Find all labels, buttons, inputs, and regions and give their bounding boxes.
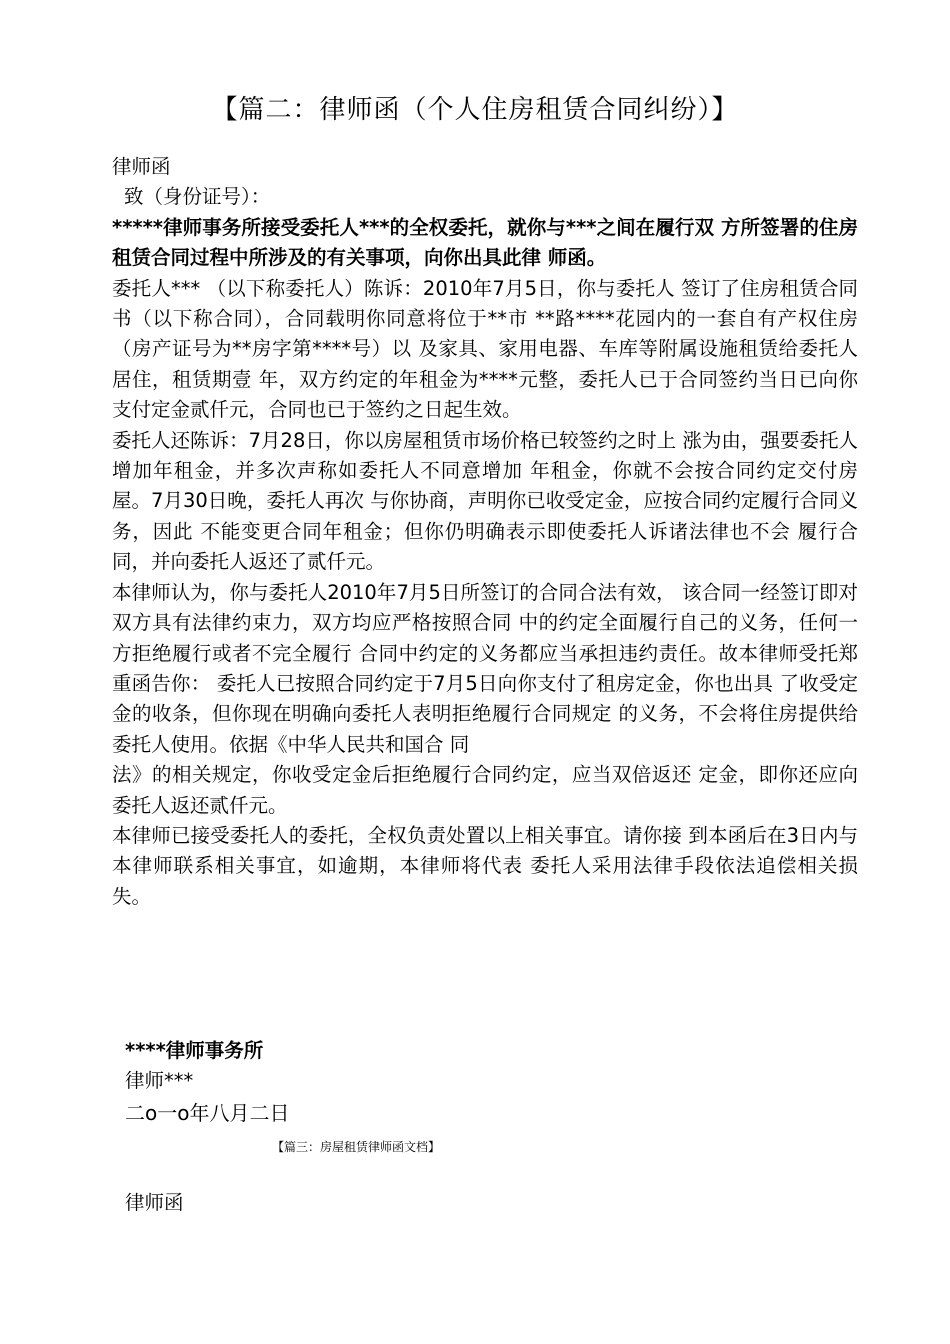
signature-firm: ****律师事务所 — [125, 1039, 264, 1062]
letter-paragraph: 委托人*** （以下称委托人）陈诉：2010年7月5日，你与委托人 签订了住房租赁合同书（以下称合同），合同载明你同意将位于**市 **路****花园内的一套自有产权住房（房产证号为**房字第****号）以 及家具、家用电器、车库等附属设施租赁给委托人居住，租赁期壹 年，双方约定的年租金为****元整，委托人已于合同签约当日已向你 支付定金贰仟元，合同也已于签约之日起生效。 — [112, 276, 858, 422]
letter-paragraph: 委托人还陈诉：7月28日，你以房屋租赁市场价格已较签约之时上 涨为由，强要委托人增加年租金，并多次声称如委托人不同意增加 年租金，你就不会按合同约定交付房屋。7月30日晚，委托人再次 与你协商，声明你已收受定金，应按合同约定履行合同义务，因此 不能变更合同年租金；但你仍明确表示即使委托人诉诸法律也不会 履行合同，并向委托人返还了贰仟元。 — [112, 428, 858, 574]
next-section-heading: 律师函 — [125, 1191, 184, 1214]
letter-paragraph: *****律师事务所接受委托人***的全权委托，就你与***之间在履行双 方所签署的住房租赁合同过程中所涉及的有关事项，向你出具此律 师函。 — [112, 215, 858, 270]
letter-body — [112, 152, 858, 912]
letter-paragraph: 本律师已接受委托人的委托，全权负责处置以上相关事宜。请你接 到本函后在3日内与本律师联系相关事宜，如逾期，本律师将代表 委托人采用法律手段依法追偿相关损失。 — [112, 823, 858, 908]
signature-date: 二o一o年八月二日 — [125, 1101, 290, 1125]
next-section-title: 【篇三：房屋租赁律师函文档】 — [272, 1140, 441, 1154]
letter-heading: 律师函 — [112, 155, 171, 178]
signature-block — [125, 1036, 289, 1128]
letter-paragraph: 本律师认为，你与委托人2010年7月5日所签订的合同合法有效， 该合同一经签订即对双方具有法律约束力，双方均应严格按照合同 中的约定全面履行自己的义务，任何一方拒绝履行或者不完全履行 合同中约定的义务都应当承担违约责任。故本律师受托郑重函告你： 委托人已按照合同约定于7月5日向你支付了租房定金，你也出具 了收受定金的收条，但你现在明确向委托人表明拒绝履行合同规定 的义务，不会将住房提供给委托人使用。依据《中华人民共和国合 同 — [112, 580, 858, 756]
document-title: 【篇二：律师函（个人住房租赁合同纠纷）】 — [211, 95, 739, 125]
letter-paragraph: 法》的相关规定，你收受定金后拒绝履行合同约定，应当双倍返还 定金，即你还应向委托人返还贰仟元。 — [112, 763, 858, 817]
signature-lawyer: 律师*** — [125, 1069, 194, 1092]
letter-salutation: 致（身份证号）： — [124, 185, 271, 209]
